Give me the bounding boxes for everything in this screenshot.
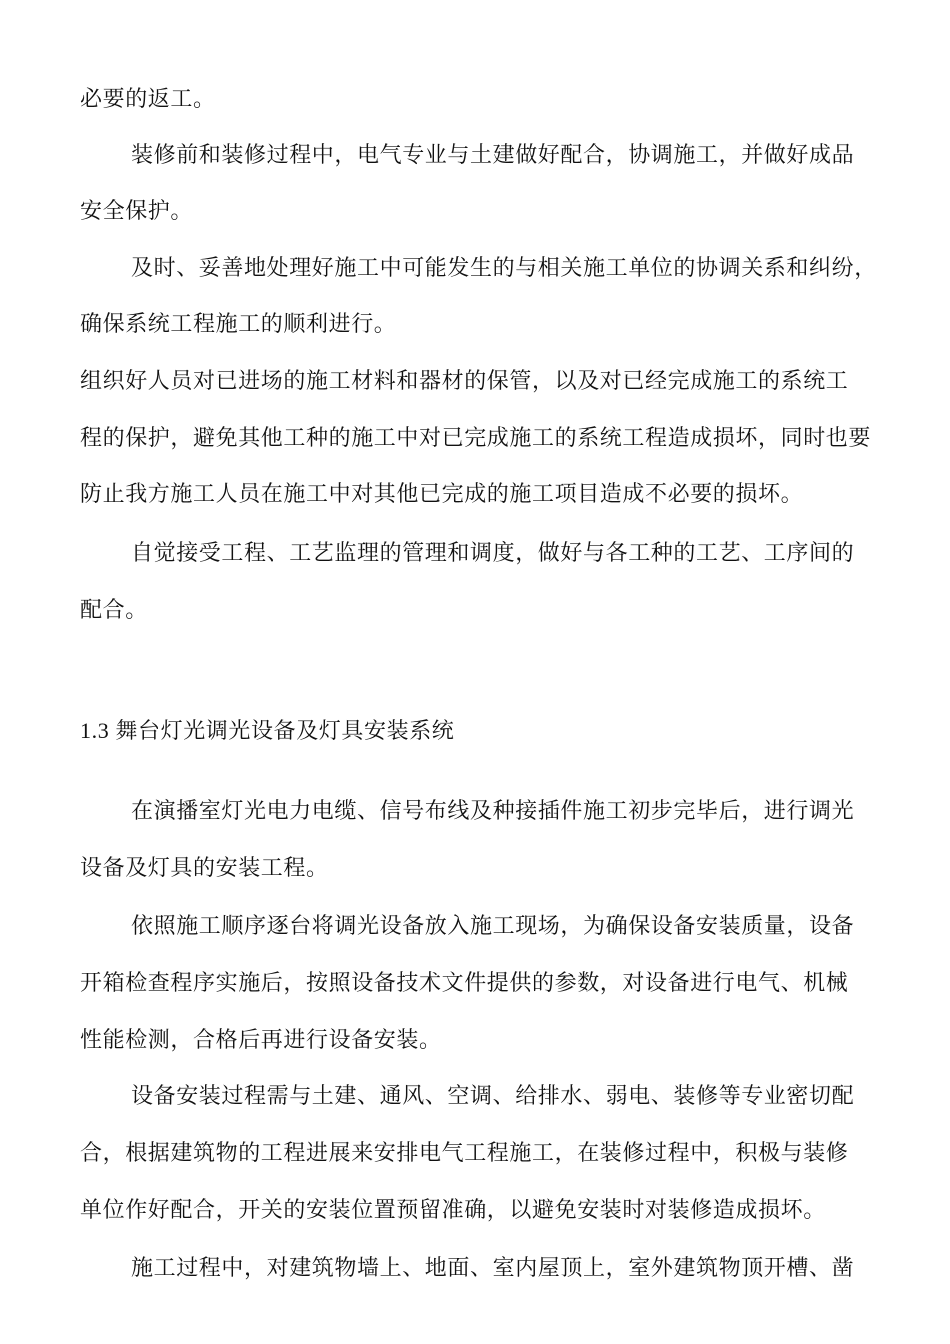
text-line: 必要的返工。 — [80, 87, 216, 112]
text-line: 开箱检查程序实施后，按照设备技术文件提供的参数，对设备进行电气、机械 — [80, 971, 849, 996]
text-line: 性能检测，合格后再进行设备安装。 — [80, 1028, 442, 1053]
text-line: 防止我方施工人员在施工中对其他已完成的施工项目造成不必要的损坏。 — [80, 482, 804, 507]
text-line: 在演播室灯光电力电缆、信号布线及种接插件施工初步完毕后，进行调光 — [131, 799, 855, 824]
text-line: 安全保护。 — [80, 199, 194, 224]
text-line: 施工过程中，对建筑物墙上、地面、室内屋顶上，室外建筑物顶开槽、凿 — [131, 1256, 855, 1281]
section-heading: 1.3 舞台灯光调光设备及灯具安装系统 — [80, 718, 455, 743]
text-line: 依照施工顺序逐台将调光设备放入施工现场，为确保设备安装质量，设备 — [131, 914, 855, 939]
text-line: 确保系统工程施工的顺利进行。 — [80, 312, 397, 337]
text-line: 自觉接受工程、工艺监理的管理和调度，做好与各工种的工艺、工序间的 — [131, 541, 855, 566]
text-line: 合，根据建筑物的工程进展来安排电气工程施工，在装修过程中，积极与装修 — [80, 1141, 849, 1166]
text-line: 程的保护，避免其他工种的施工中对已完成施工的系统工程造成损坏，同时也要 — [80, 426, 872, 451]
text-line: 单位作好配合，开关的安装位置预留准确，以避免安装时对装修造成损坏。 — [80, 1198, 826, 1223]
text-line: 设备及灯具的安装工程。 — [80, 856, 329, 881]
text-line: 设备安装过程需与土建、通风、空调、给排水、弱电、装修等专业密切配 — [131, 1084, 855, 1109]
text-line: 配合。 — [80, 598, 148, 623]
text-line: 及时、妥善地处理好施工中可能发生的与相关施工单位的协调关系和纠纷， — [131, 256, 877, 281]
text-line: 装修前和装修过程中，电气专业与土建做好配合，协调施工，并做好成品 — [131, 143, 855, 168]
text-line: 组织好人员对已进场的施工材料和器材的保管，以及对已经完成施工的系统工 — [80, 369, 849, 394]
